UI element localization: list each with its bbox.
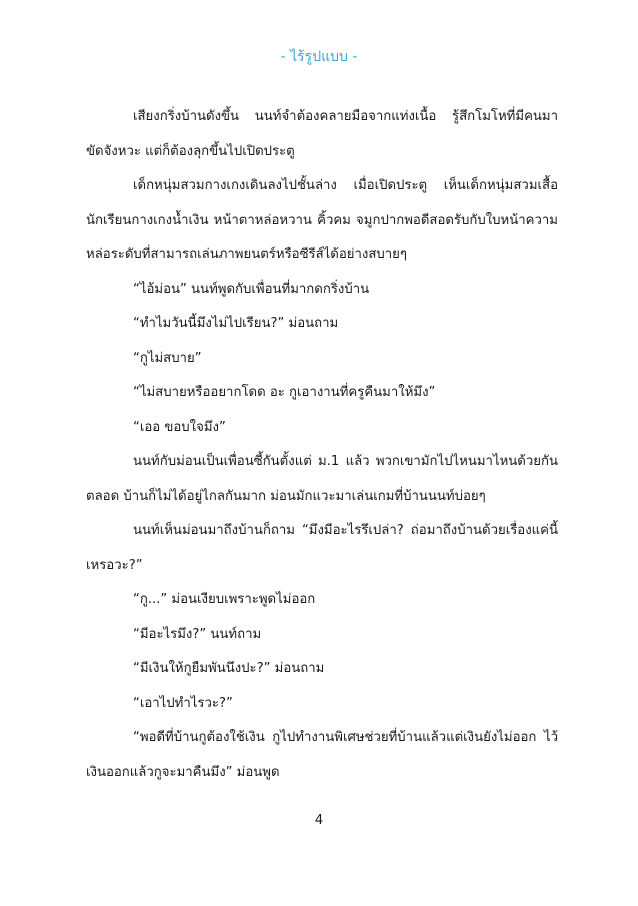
paragraph: “เออ ขอบใจมึง” — [133, 419, 226, 435]
story-body — [86, 100, 558, 790]
paragraph: “พอดีที่บ้านกูต้องใช้เงิน กูไปทำงานพิเศษช่วยที่บ้านแล้วแต่เงินยังไม่ออก ไว้เงินออกแล้วกูจะมาคืนมึง” ม่อนพูด — [86, 730, 558, 780]
running-header: - ไร้รูปแบบ - — [280, 49, 358, 65]
paragraph: “เอาไปทำไรวะ?” — [133, 695, 233, 711]
paragraph: เด็กหนุ่มสวมกางเกงเดินลงไปชั้นล่าง เมื่อเปิดประตู เห็นเด็กหนุ่มสวมเสื้อนักเรียนกางเกงน้ำเงิน หน้าตาหล่อหวาน คิ้วคม จมูกปากพอดีสอดรับกับใบหน้าความหล่อระดับที่สามารถเล่นภาพยนตร์หรือซีรีส์ได้อย่างสบายๆ — [86, 178, 558, 262]
paragraph: “มีอะไรมึง?” นนท์ถาม — [133, 626, 262, 642]
paragraph: นนท์กับม่อนเป็นเพื่อนซี้กันตั้งแต่ ม.1 แล้ว พวกเขามักไปไหนมาไหนด้วยกันตลอด บ้านก็ไม่ได้อยู่ไกลกันมาก ม่อนมักแวะมาเล่นเกมที่บ้านนนท์บ่อยๆ — [86, 454, 558, 504]
paragraph: “มีเงินให้กูยืมพันนึงปะ?” ม่อนถาม — [133, 661, 325, 676]
paragraph: “ไม่สบายหรืออยากโดด อะ กูเอางานที่ครูคืนมาให้มึง” — [133, 385, 436, 400]
paragraph: เสียงกริ่งบ้านดังขึ้น นนท์จำต้องคลายมือจากแท่งเนื้อ รู้สึกโมโหที่มีคนมาขัดจังหวะ แต่ก็ต้องลุกขึ้นไปเปิดประตู — [86, 109, 558, 159]
paragraph: “กูไม่สบาย” — [133, 350, 202, 366]
page-number: 4 — [314, 813, 324, 828]
paragraph: “ไอ้ม่อน” นนท์พูดกับเพื่อนที่มากดกริ่งบ้าน — [133, 281, 370, 297]
paragraph: “ทำไมวันนี้มึงไม่ไปเรียน?” ม่อนถาม — [133, 316, 339, 331]
paragraph: “กู...” ม่อนเงียบเพราะพูดไม่ออก — [133, 592, 316, 607]
paragraph: นนท์เห็นม่อนมาถึงบ้านก็ถาม “มึงมีอะไรรึเปล่า? ถ่อมาถึงบ้านด้วยเรื่องแค่นี้เหรอวะ?” — [86, 523, 558, 573]
